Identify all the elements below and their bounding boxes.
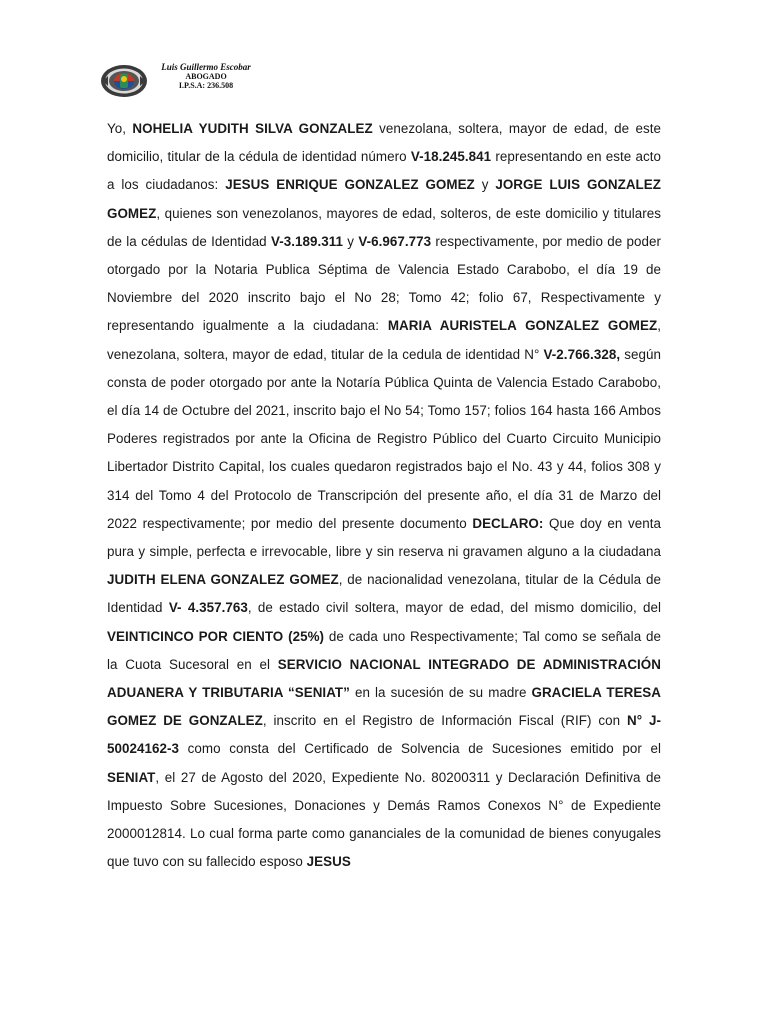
text-span: y (474, 177, 496, 193)
text-span: de cada uno Respectivamente; Tal como se señala de la Cuota Sucesoral en el (107, 628, 661, 672)
text-span: , quienes son venezolanos, mayores de edad, solteros, de este domicilio y titulares de la cédulas de Identidad (107, 205, 661, 249)
text-span: , de estado civil soltera, mayor de edad, del mismo domicilio, del (247, 600, 661, 616)
text-span: como consta del Certificado de Solvencia de Sucesiones emitido por el (178, 741, 661, 757)
text-span: , inscrito en el Registro de Información Fiscal (RIF) con (262, 713, 627, 729)
text-span: según consta de poder otorgado por ante la Notaría Pública Quinta de Valencia Estado Carabobo, el día 14 de Octubre del 2021, inscrito bajo el No 54; Tomo 157; folios 164 hasta 166 Ambos Poderes registrados por ante la Oficina de Registro Público del Cuarto Circuito Municipio Libertador Distrito Capital, los cuales quedaron registrados bajo el No. 43 y 44, folios 308 y 314 del Tomo 4 del Protocolo de Transcripción del presente año, el día 31 de Marzo del 2022 respectivamente; por medio del presente documento (107, 346, 661, 531)
lawyer-title: ABOGADO (185, 72, 227, 81)
lawyer-name: Luis Guillermo Escobar (161, 62, 251, 72)
text-span: en la sucesión de su madre (349, 685, 532, 701)
letterhead-text (146, 63, 266, 90)
bold-agency-name: SERVICIO NACIONAL INTEGRADO DE ADMINISTRACIÓN ADUANERA Y TRIBUTARIA “SENIAT” (107, 656, 661, 701)
bold-name: MARIA AURISTELA GONZALEZ GOMEZ (387, 318, 658, 334)
bold-rif-number: N° J-50024162-3 (107, 713, 661, 757)
bold-name: JESUS (306, 854, 351, 870)
text-span: venezolana, soltera, mayor de edad, de este domicilio, titular de la cédula de identidad número (107, 121, 662, 165)
bold-id-number: V- 4.357.763 (168, 600, 248, 616)
text-span: , de nacionalidad venezolana, titular de la Cédula de Identidad (107, 572, 661, 616)
text-span: respectivamente, por medio de poder otorgado por la Notaria Publica Séptima de Valencia Estado Carabobo, el día 19 de Noviembre del 2020 inscrito bajo el No 28; Tomo 42; folio 67, Respectivamente y representando igualmente a la ciudadana: (107, 233, 661, 334)
text-span: Que doy en venta pura y simple, perfecta e irrevocable, libre y sin reserva ni gravamen alguno a la ciudadana (107, 515, 661, 560)
bold-name: JESUS ENRIQUE GONZALEZ GOMEZ (225, 177, 475, 193)
bold-name: GRACIELA TERESA GOMEZ DE GONZALEZ (107, 685, 661, 729)
text-span: , el 27 de Agosto del 2020, Expediente No. 80200311 y Declaración Definitiva de Impuesto Sobre Sucesiones, Donaciones y Demás Ramos Conexos N° de Expediente 2000012814. Lo cual forma parte como gananciales de la comunidad de bienes conyugales que tuvo con su fallecido esposo (107, 769, 661, 870)
text-span: Yo, (107, 121, 133, 136)
bold-name: JORGE LUIS GONZALEZ GOMEZ (107, 177, 661, 221)
law-firm-seal-logo (100, 60, 148, 102)
bold-id-number: V-6.967.773 (358, 233, 432, 249)
bold-id-number: V-2.766.328, (543, 346, 621, 362)
text-span: representando en este acto a los ciudadanos: (107, 149, 661, 193)
bold-id-number: V-3.189.311 (270, 233, 344, 249)
bold-agency-name: SENIAT (107, 769, 156, 785)
bold-name: NOHELIA YUDITH SILVA GONZALEZ (132, 121, 373, 136)
text-span: y (343, 233, 359, 249)
bold-name: JUDITH ELENA GONZALEZ GOMEZ (107, 572, 339, 588)
bold-percentage: VEINTICINCO POR CIENTO (25%) (107, 628, 325, 644)
document-body-paragraph (107, 115, 661, 876)
bold-id-number: V-18.245.841 (410, 149, 492, 165)
text-span: , venezolana, soltera, mayor de edad, titular de la cedula de identidad N° (107, 318, 661, 362)
letterhead (100, 60, 270, 106)
bold-declaration: DECLARO: (472, 515, 544, 531)
lawyer-ipsa-number: I.P.S.A: 236.508 (178, 81, 234, 90)
